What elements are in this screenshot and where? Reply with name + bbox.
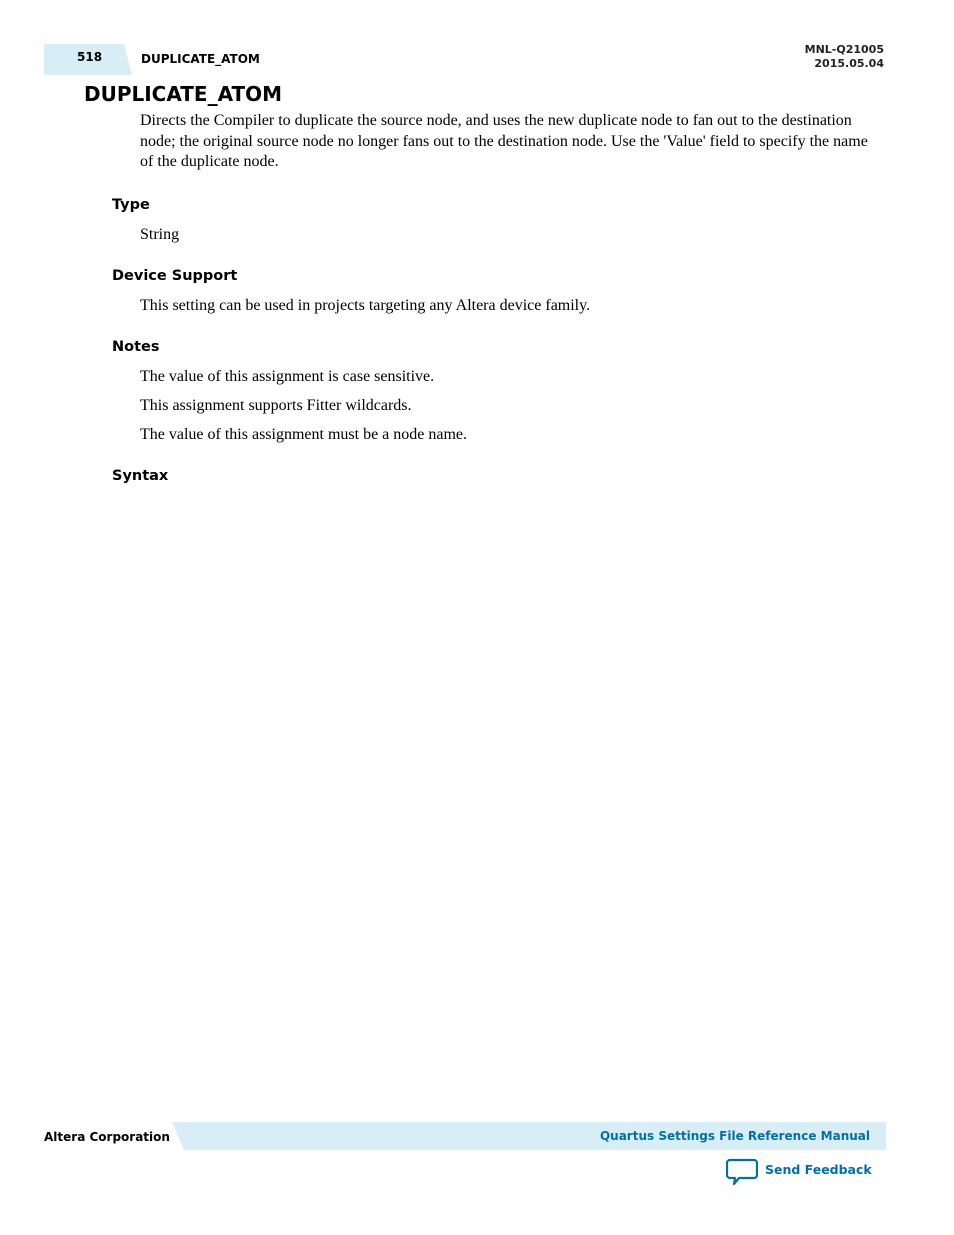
type-heading: Type (112, 197, 150, 213)
footer-company: Altera Corporation (44, 1130, 170, 1144)
note-item: The value of this assignment must be a node name. (140, 426, 468, 443)
device-support-heading: Device Support (112, 268, 238, 284)
description: Directs the Compiler to duplicate the source node, and uses the new duplicate node to fan out to the destination node; the original source node no longer fans out to the destination node. Use the 'Value' field to specify the name of the duplicate node. (140, 112, 868, 170)
manual-title-link[interactable]: Quartus Settings File Reference Manual (599, 1129, 870, 1143)
doc-date: 2015.05.04 (814, 57, 884, 70)
doc-id: MNL-Q21005 (804, 43, 884, 56)
note-item: The value of this assignment is case sensitive. (140, 368, 435, 385)
device-support-text: This setting can be used in projects targeting any Altera device family. (140, 297, 591, 314)
note-item: This assignment supports Fitter wildcards. (140, 397, 412, 414)
doc-meta (805, 43, 884, 71)
running-title: DUPLICATE_ATOM (141, 52, 260, 66)
notes-heading: Notes (112, 339, 160, 355)
page-title: DUPLICATE_ATOM (84, 82, 283, 106)
syntax-heading: Syntax (112, 468, 169, 484)
type-value: String (140, 226, 180, 243)
send-feedback-link[interactable]: Send Feedback (765, 1162, 872, 1177)
page-number: 518 (77, 50, 103, 64)
speech-bubble-icon[interactable] (726, 1158, 758, 1186)
